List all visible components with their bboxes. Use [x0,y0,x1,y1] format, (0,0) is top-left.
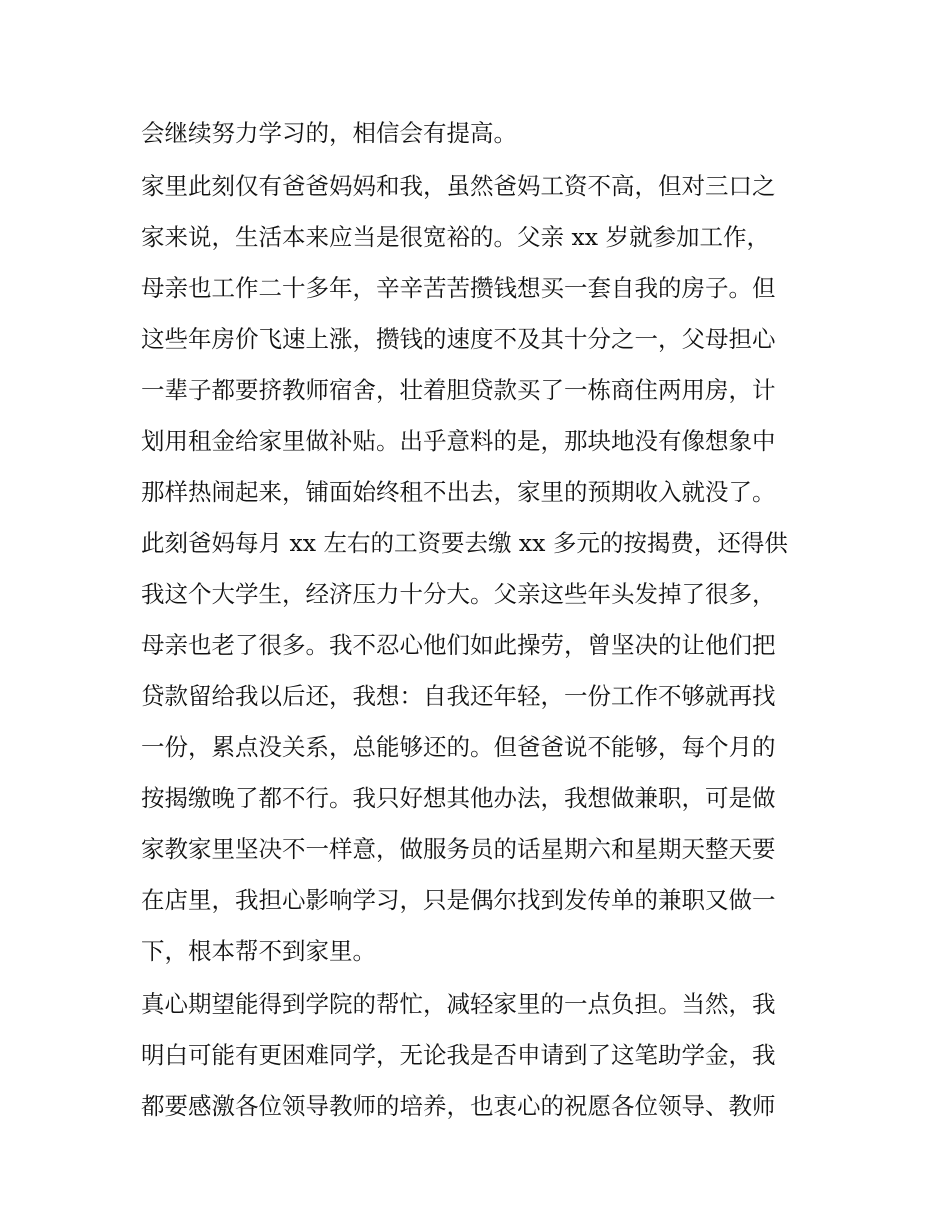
text-line: 按揭缴晚了都不行。我只好想其他办法，我想做兼职，可是做 [141,784,776,812]
text-line: 此刻爸妈每月 xx 左右的工资要去缴 xx 多元的按揭费，还得供 [141,529,788,557]
text-line: 家里此刻仅有爸爸妈妈和我，虽然爸妈工资不高，但对三口之 [141,172,776,200]
text-line: 会继续努力学习的，相信会有提高。 [141,119,517,147]
text-line: 母亲也老了很多。我不忍心他们如此操劳，曾坚决的让他们把 [141,631,776,659]
text-line: 一份，累点没关系，总能够还的。但爸爸说不能够，每个月的 [141,733,776,761]
paragraph-1 [141,108,821,159]
text-line: 我这个大学生，经济压力十分大。父亲这些年头发掉了很多， [141,580,776,608]
text-line: 那样热闹起来，铺面始终租不出去，家里的预期收入就没了。 [141,478,776,506]
text-line: 家教家里坚决不一样意，做服务员的话星期六和星期天整天要 [141,835,776,863]
paragraph-2 [141,161,821,977]
text-line: 母亲也工作二十多年，辛辛苦苦攒钱想买一套自我的房子。但 [141,274,776,302]
text-line: 在店里，我担心影响学习，只是偶尔找到发传单的兼职又做一 [141,886,776,914]
text-line: 贷款留给我以后还，我想：自我还年轻，一份工作不够就再找 [141,682,776,710]
text-line: 都要感激各位领导教师的培养，也衷心的祝愿各位领导、教师 [141,1092,776,1120]
paragraph-3 [141,979,821,1132]
text-line: 真心期望能得到学院的帮忙，减轻家里的一点负担。当然，我 [141,990,776,1018]
text-line: 明白可能有更困难同学，无论我是否申请到了这笔助学金，我 [141,1041,776,1069]
document-body [141,108,821,1132]
text-line: 划用租金给家里做补贴。出乎意料的是，那块地没有像想象中 [141,427,776,455]
text-line: 一辈子都要挤教师宿舍，壮着胆贷款买了一栋商住两用房，计 [141,376,776,404]
text-line: 下，根本帮不到家里。 [141,937,376,965]
text-line: 家来说，生活本来应当是很宽裕的。父亲 xx 岁就参加工作， [141,223,770,251]
text-line: 这些年房价飞速上涨，攒钱的速度不及其十分之一，父母担心 [141,325,776,353]
